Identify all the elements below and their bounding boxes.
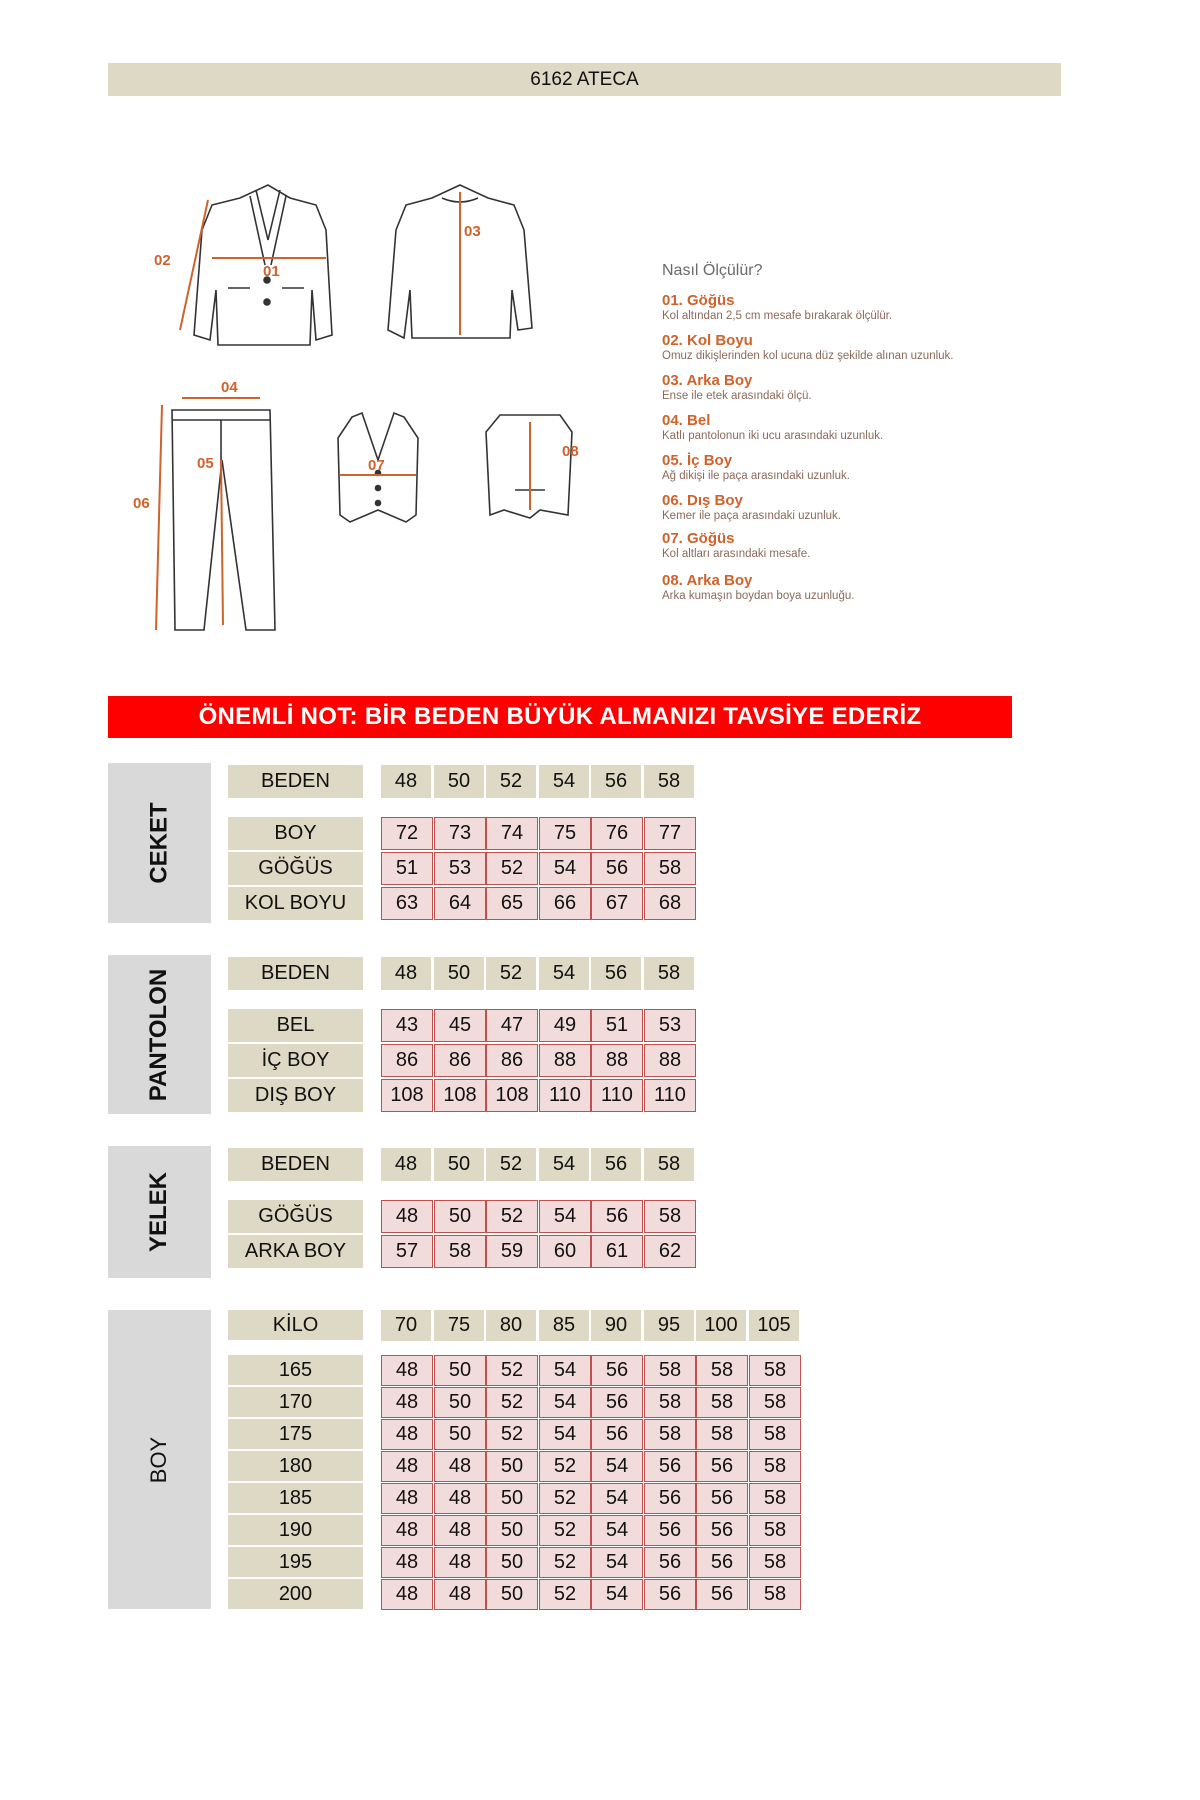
table-cell: 58	[749, 1579, 801, 1610]
row-label: İÇ BOY	[228, 1044, 363, 1077]
table-cell: 108	[381, 1079, 433, 1112]
row-label: BOY	[228, 817, 363, 850]
header-cell: 54	[539, 765, 591, 798]
table-cell: 50	[434, 1200, 486, 1233]
measure-guide-heading: Nasıl Ölçülür?	[662, 262, 763, 279]
table-cell: 52	[486, 852, 538, 885]
diagram-label-06: 06	[133, 495, 150, 512]
table-cell: 56	[696, 1579, 748, 1610]
important-note: ÖNEMLİ NOT: BİR BEDEN BÜYÜK ALMANIZI TAVSİYE EDERİZ	[108, 696, 1012, 738]
table-cell: 54	[591, 1515, 643, 1546]
diagram-label-03: 03	[464, 223, 481, 240]
table-cell: 58	[644, 1419, 696, 1450]
table-cell: 58	[749, 1419, 801, 1450]
table-cell: 58	[749, 1355, 801, 1386]
table-cell: 58	[749, 1451, 801, 1482]
table-cell: 65	[486, 887, 538, 920]
table-cell: 50	[486, 1451, 538, 1482]
measure-item-desc: Kemer ile paça arasındaki uzunluk.	[662, 510, 841, 522]
measure-item-title: 05. İç Boy	[662, 452, 733, 469]
table-cell: 58	[749, 1387, 801, 1418]
table-cell: 56	[591, 1419, 643, 1450]
measure-item	[662, 530, 1102, 560]
row-label: BEL	[228, 1009, 363, 1042]
table-cell: 50	[434, 1387, 486, 1418]
header-row-label: BEDEN	[228, 1148, 363, 1181]
diagram-label-01: 01	[263, 263, 280, 280]
table-cell: 58	[644, 1355, 696, 1386]
table-cell: 64	[434, 887, 486, 920]
table-cell: 51	[381, 852, 433, 885]
measure-item	[662, 332, 1102, 362]
table-cell: 50	[486, 1579, 538, 1610]
table-cell: 67	[591, 887, 643, 920]
table-cell: 57	[381, 1235, 433, 1268]
header-cell: 95	[644, 1310, 696, 1341]
measure-item-desc: Ense ile etek arasındaki ölçü.	[662, 390, 812, 402]
table-cell: 50	[486, 1515, 538, 1546]
measure-item	[662, 572, 1102, 602]
measure-item-title: 08. Arka Boy	[662, 572, 753, 589]
measure-item-title: 06. Dış Boy	[662, 492, 743, 509]
header-cell: 105	[749, 1310, 801, 1341]
header-cell: 100	[696, 1310, 748, 1341]
table-cell: 56	[696, 1451, 748, 1482]
header-cell: 50	[434, 765, 486, 798]
table-cell: 54	[591, 1483, 643, 1514]
section-name: CEKET	[145, 802, 173, 884]
row-label: GÖĞÜS	[228, 1200, 363, 1233]
measure-item-desc: Arka kumaşın boydan boya uzunluğu.	[662, 590, 855, 602]
table-cell: 110	[644, 1079, 696, 1112]
table-cell: 54	[539, 1419, 591, 1450]
measure-item-desc: Kol altları arasındaki mesafe.	[662, 548, 811, 560]
header-cell: 80	[486, 1310, 538, 1341]
table-cell: 54	[539, 1200, 591, 1233]
header-cell: 75	[434, 1310, 486, 1341]
diagram-label-07: 07	[368, 457, 385, 474]
table-cell: 59	[486, 1235, 538, 1268]
header-cell: 50	[434, 957, 486, 990]
row-label: GÖĞÜS	[228, 852, 363, 885]
table-cell: 58	[434, 1235, 486, 1268]
garment-diagram	[120, 170, 590, 640]
measure-item-desc: Omuz dikişlerinden kol ucuna düz şekilde alınan uzunluk.	[662, 350, 954, 362]
header-cell: 58	[644, 1148, 696, 1181]
header-cell: 50	[434, 1148, 486, 1181]
table-cell: 53	[644, 1009, 696, 1042]
table-cell: 52	[539, 1547, 591, 1578]
header-cell: 48	[381, 957, 433, 990]
header-cell: 56	[591, 957, 643, 990]
header-cell: 48	[381, 1148, 433, 1181]
header-cell: 52	[486, 1148, 538, 1181]
row-label: 170	[228, 1387, 363, 1417]
row-label: 180	[228, 1451, 363, 1481]
table-cell: 54	[591, 1451, 643, 1482]
header-cell: 48	[381, 765, 433, 798]
header-cell: 70	[381, 1310, 433, 1341]
table-cell: 58	[644, 852, 696, 885]
table-cell: 56	[696, 1547, 748, 1578]
table-cell: 56	[644, 1483, 696, 1514]
measure-item-title: 07. Göğüs	[662, 530, 735, 547]
measure-item-title: 03. Arka Boy	[662, 372, 753, 389]
header-cell: 56	[591, 1148, 643, 1181]
table-cell: 47	[486, 1009, 538, 1042]
table-cell: 86	[381, 1044, 433, 1077]
table-cell: 48	[381, 1355, 433, 1386]
header-cell: 52	[486, 765, 538, 798]
table-cell: 63	[381, 887, 433, 920]
table-cell: 74	[486, 817, 538, 850]
row-label: KOL BOYU	[228, 887, 363, 920]
row-label: DIŞ BOY	[228, 1079, 363, 1112]
measure-item-title: 01. Göğüs	[662, 292, 735, 309]
table-cell: 48	[381, 1547, 433, 1578]
table-cell: 108	[434, 1079, 486, 1112]
section-label	[108, 1146, 211, 1278]
table-cell: 48	[381, 1419, 433, 1450]
table-cell: 48	[434, 1451, 486, 1482]
measure-item-desc: Kol altından 2,5 cm mesafe bırakarak ölçülür.	[662, 310, 893, 322]
table-cell: 110	[539, 1079, 591, 1112]
measure-item	[662, 292, 1102, 322]
section-label	[108, 1310, 211, 1609]
measure-item	[662, 372, 1102, 402]
row-label: 185	[228, 1483, 363, 1513]
section-name: PANTOLON	[145, 968, 173, 1101]
row-label: 175	[228, 1419, 363, 1449]
header-cell: 58	[644, 957, 696, 990]
table-cell: 48	[381, 1451, 433, 1482]
header-cell: 56	[591, 765, 643, 798]
table-cell: 110	[591, 1079, 643, 1112]
measure-item	[662, 412, 1102, 442]
table-cell: 50	[434, 1355, 486, 1386]
table-cell: 62	[644, 1235, 696, 1268]
table-cell: 58	[696, 1355, 748, 1386]
table-cell: 50	[434, 1419, 486, 1450]
row-label: 195	[228, 1547, 363, 1577]
header-cell: 54	[539, 1148, 591, 1181]
table-cell: 58	[696, 1419, 748, 1450]
table-cell: 75	[539, 817, 591, 850]
table-cell: 48	[381, 1200, 433, 1233]
header-cell: 54	[539, 957, 591, 990]
measure-item	[662, 492, 1102, 522]
diagram-label-05: 05	[197, 455, 214, 472]
table-cell: 58	[696, 1387, 748, 1418]
table-cell: 72	[381, 817, 433, 850]
row-label: ARKA BOY	[228, 1235, 363, 1268]
header-cell: 58	[644, 765, 696, 798]
table-cell: 56	[696, 1483, 748, 1514]
table-cell: 54	[539, 1355, 591, 1386]
table-cell: 54	[539, 1387, 591, 1418]
page-title: 6162 ATECA	[108, 63, 1061, 96]
table-cell: 60	[539, 1235, 591, 1268]
table-cell: 48	[434, 1483, 486, 1514]
measure-item	[662, 452, 1102, 482]
table-cell: 53	[434, 852, 486, 885]
table-cell: 56	[591, 1355, 643, 1386]
diagram-label-08: 08	[562, 443, 579, 460]
table-cell: 56	[644, 1515, 696, 1546]
table-cell: 45	[434, 1009, 486, 1042]
table-cell: 56	[644, 1547, 696, 1578]
table-cell: 52	[539, 1515, 591, 1546]
table-cell: 54	[539, 852, 591, 885]
measure-item-desc: Katlı pantolonun iki ucu arasındaki uzunluk.	[662, 430, 884, 442]
table-cell: 48	[381, 1483, 433, 1514]
table-cell: 52	[539, 1451, 591, 1482]
table-cell: 48	[381, 1387, 433, 1418]
table-cell: 51	[591, 1009, 643, 1042]
table-cell: 56	[591, 1387, 643, 1418]
table-cell: 66	[539, 887, 591, 920]
table-cell: 108	[486, 1079, 538, 1112]
table-cell: 48	[434, 1515, 486, 1546]
table-cell: 43	[381, 1009, 433, 1042]
table-cell: 86	[486, 1044, 538, 1077]
measure-item-title: 02. Kol Boyu	[662, 332, 753, 349]
diagram-label-02: 02	[154, 252, 171, 269]
header-cell: 52	[486, 957, 538, 990]
header-row-label: KİLO	[228, 1310, 363, 1340]
table-cell: 86	[434, 1044, 486, 1077]
table-cell: 61	[591, 1235, 643, 1268]
table-cell: 58	[749, 1515, 801, 1546]
table-cell: 52	[539, 1579, 591, 1610]
table-cell: 73	[434, 817, 486, 850]
table-cell: 54	[591, 1579, 643, 1610]
table-cell: 52	[486, 1419, 538, 1450]
row-label: 165	[228, 1355, 363, 1385]
header-row-label: BEDEN	[228, 957, 363, 990]
table-cell: 50	[486, 1483, 538, 1514]
measure-item-title: 04. Bel	[662, 412, 711, 429]
table-cell: 49	[539, 1009, 591, 1042]
table-cell: 50	[486, 1547, 538, 1578]
table-cell: 52	[486, 1355, 538, 1386]
table-cell: 52	[486, 1387, 538, 1418]
row-label: 190	[228, 1515, 363, 1545]
section-label	[108, 763, 211, 923]
section-name: YELEK	[145, 1171, 173, 1253]
table-cell: 48	[381, 1579, 433, 1610]
row-label: 200	[228, 1579, 363, 1609]
table-cell: 56	[696, 1515, 748, 1546]
table-cell: 52	[539, 1483, 591, 1514]
table-cell: 56	[591, 852, 643, 885]
table-cell: 56	[591, 1200, 643, 1233]
section-name: BOY	[146, 1436, 172, 1483]
header-row-label: BEDEN	[228, 765, 363, 798]
table-cell: 68	[644, 887, 696, 920]
table-cell: 52	[486, 1200, 538, 1233]
table-cell: 48	[434, 1579, 486, 1610]
header-cell: 90	[591, 1310, 643, 1341]
table-cell: 56	[644, 1451, 696, 1482]
diagram-label-04: 04	[221, 379, 238, 396]
header-cell: 85	[539, 1310, 591, 1341]
table-cell: 58	[749, 1547, 801, 1578]
section-label	[108, 955, 211, 1114]
table-cell: 88	[591, 1044, 643, 1077]
table-cell: 77	[644, 817, 696, 850]
table-cell: 88	[644, 1044, 696, 1077]
table-cell: 58	[749, 1483, 801, 1514]
table-cell: 58	[644, 1387, 696, 1418]
table-cell: 88	[539, 1044, 591, 1077]
table-cell: 76	[591, 817, 643, 850]
table-cell: 56	[644, 1579, 696, 1610]
table-cell: 48	[434, 1547, 486, 1578]
table-cell: 54	[591, 1547, 643, 1578]
table-cell: 48	[381, 1515, 433, 1546]
table-cell: 58	[644, 1200, 696, 1233]
measure-item-desc: Ağ dikişi ile paça arasındaki uzunluk.	[662, 470, 850, 482]
